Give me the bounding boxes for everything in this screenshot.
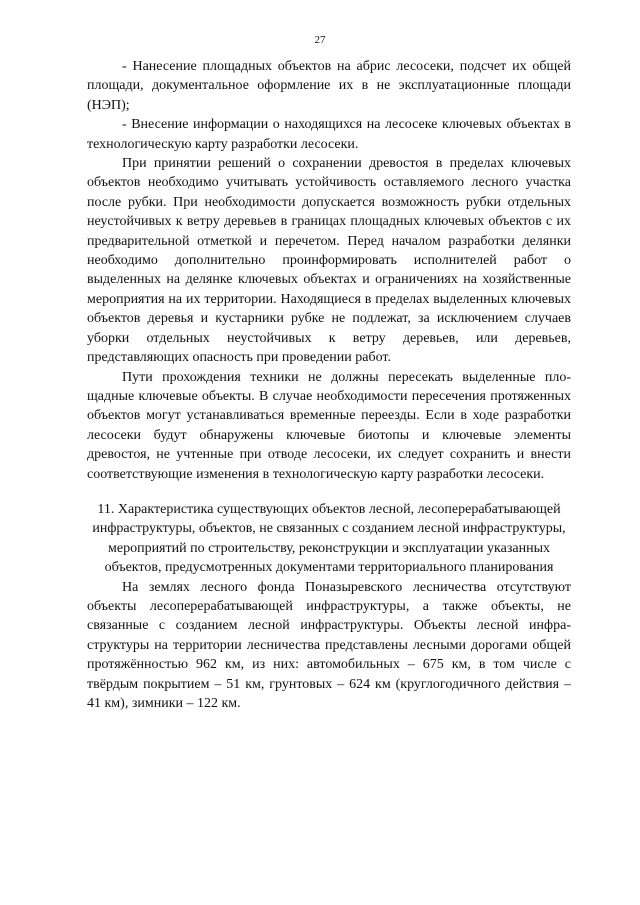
- paragraph-stand-preservation: При принятии решений о сохранении древостоя в пределах ключевых объектов необходимо учитывать устойчивость оставляемого лесного участка после рубки. При необходимости допускается возможность рубки отдельных неустойчивых к ветру деревьев в границах площадных ключевых объектов с их предварительной отметкой и перечетом. Перед началом разработки делянки необходимо дополнительно проинформировать исполнителей работ о выделенных на делянке ключевых объектах и ограничениях на хозяйственные мероприятия на их территории. Находящиеся в пределах выделенных ключевых объектов деревья и кустарники рубке не подлежат, за исключением случаев уборки отдельных неустойчивых к ветру деревьев, или деревьев, представляющих опасность при проведении работ.: [87, 156, 571, 366]
- document-body: [87, 57, 571, 713]
- section-heading: 11. Характеристика существующих объектов лесной, лесоперерабатывающей инфраструктуры, объектов, не связанных с созданием лесной инфраструктуры, мероприятий по строительству, реконструкции и эксплуатации указанных объектов, предусмотренных документами территориального планирования: [92, 501, 566, 576]
- page-number: 27: [314, 34, 326, 46]
- paragraph-infrastructure: На землях лесного фонда Поназыревского лесничества отсутствуют объекты лесоперерабатывающей инфраструктуры, а также объекты, не связанные с созданием лесной инфраструктуры. Объекты лесной инфраструктуры на территории лесничества представлены лесными дорогами общей протяжённостью 962 км, из них: автомобильных – 675 км, в том числе с твёрдым покрытием – 51 км, грунтовых – 624 км (круглогодичного действия – 41 км), зимники – 122 км.: [87, 579, 571, 711]
- paragraph-machinery-paths: Пути прохождения техники не должны пересекать выделенные площадные ключевые объекты. В случае необходимости пересечения протяженных объектов могут устанавливаться временные переезды. Если в ходе разработки лесосеки будут обнаружены ключевые биотопы и ключевые элементы древостоя, не учтенные при отводе лесосеки, их следует сохранить и внести соответствующие изменения в технологическую карту разработки лесосеки.: [87, 369, 571, 482]
- paragraph-drawing-objects: - Нанесение площадных объектов на абрис лесосеки, подсчет их общей площади, документальное оформление их в не эксплуатационные площади (НЭП);: [87, 59, 571, 113]
- paragraph-key-objects-info: - Внесение информации о находящихся на лесосеке ключевых объектах в технологическую карту разработки лесосеки.: [87, 117, 571, 152]
